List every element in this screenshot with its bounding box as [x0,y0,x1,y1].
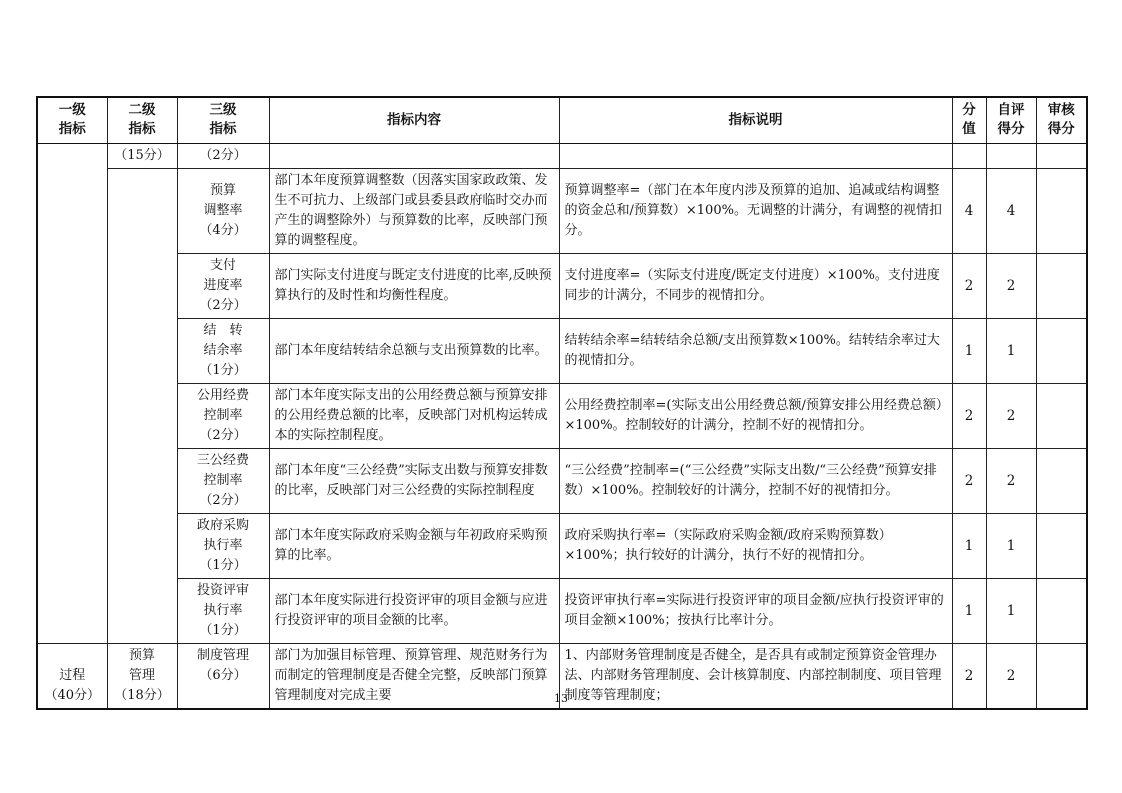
level2-cell-budget-management: 预算 管理 （18分） [107,643,177,709]
page-number: 13 [554,692,568,705]
description-cell: 支付进度率=（实际支付进度/既定支付进度）×100%。支付进度同步的计满分，不同步的视情扣分。 [559,253,952,318]
audit-score-cell [1036,448,1087,513]
level3-cell: 预算 调整率 （4分） [177,168,269,253]
content-cell: 部门本年度实际支出的公用经费总额与预算安排的公用经费总额的比率，反映部门对机构运转成本的实际控制程度。 [269,383,559,448]
score-cell: 2 [952,253,986,318]
table-row [37,318,1087,383]
header-level1: 一级 指标 [37,97,107,143]
self-score-cell-continued [986,143,1036,168]
description-cell: 1、内部财务管理制度是否健全，是否具有或制定预算资金管理办法、内部财务管理制度、会计核算制度、内部控制制度、项目管理制度等管理制度； [559,643,952,709]
self-score-cell: 2 [986,383,1036,448]
level2-cell-merged [107,168,177,643]
content-cell: 部门为加强目标管理、预算管理、规范财务行为而制定的管理制度是否健全完整，反映部门预算管理制度对完成主要 [269,643,559,709]
self-score-cell: 2 [986,643,1036,709]
header-description: 指标说明 [559,97,952,143]
table-row [37,383,1087,448]
description-cell: “三公经费”控制率=(“三公经费”实际支出数/“三公经费”预算安排数）×100%。控制较好的计满分，控制不好的视情扣分。 [559,448,952,513]
score-cell: 1 [952,578,986,643]
score-cell: 2 [952,643,986,709]
description-cell: 公用经费控制率=(实际支出公用经费总额/预算安排公用经费总额）×100%。控制较好的计满分，控制不好的视情扣分。 [559,383,952,448]
description-cell: 结转结余率=结转结余总额/支出预算数×100%。结转结余率过大的视情扣分。 [559,318,952,383]
description-cell: 投资评审执行率=实际进行投资评审的项目金额/应执行投资评审的项目金额×100%；按执行比率计分。 [559,578,952,643]
score-cell-continued [952,143,986,168]
performance-evaluation-table [36,96,1088,710]
table-row [37,513,1087,578]
level3-cell: 政府采购 执行率 （1分） [177,513,269,578]
level2-cell-continued: （15分） [107,143,177,168]
description-cell: 预算调整率=（部门在本年度内涉及预算的追加、追减或结构调整的资金总和/预算数）×100%。无调整的计满分，有调整的视情扣分。 [559,168,952,253]
header-self-score: 自评 得分 [986,97,1036,143]
self-score-cell: 1 [986,578,1036,643]
level3-cell-continued: （2分） [177,143,269,168]
audit-score-cell [1036,513,1087,578]
self-score-cell: 2 [986,448,1036,513]
content-cell: 部门本年度预算调整数（因落实国家政政策、发生不可抗力、上级部门或县委县政府临时交办而产生的调整除外）与预算数的比率，反映部门预算的调整程度。 [269,168,559,253]
content-cell: 部门本年度实际进行投资评审的项目金额与应进行投资评审的项目金额的比率。 [269,578,559,643]
content-cell: 部门本年度结转结余总额与支出预算数的比率。 [269,318,559,383]
score-cell: 1 [952,513,986,578]
content-cell: 部门实际支付进度与既定支付进度的比率,反映预算执行的及时性和均衡性程度。 [269,253,559,318]
score-cell: 2 [952,448,986,513]
score-cell: 4 [952,168,986,253]
audit-score-cell [1036,253,1087,318]
header-level2: 二级 指标 [107,97,177,143]
audit-score-cell [1036,318,1087,383]
audit-score-cell [1036,168,1087,253]
audit-score-cell [1036,383,1087,448]
audit-score-cell [1036,578,1087,643]
score-cell: 1 [952,318,986,383]
self-score-cell: 1 [986,318,1036,383]
content-cell: 部门本年度“三公经费”实际支出数与预算安排数的比率，反映部门对三公经费的实际控制程度 [269,448,559,513]
level1-cell-process: 过程 （40分） [37,643,107,709]
audit-score-cell-continued [1036,143,1087,168]
self-score-cell: 1 [986,513,1036,578]
self-score-cell: 2 [986,253,1036,318]
header-level3: 三级 指标 [177,97,269,143]
content-cell: 部门本年度实际政府采购金额与年初政府采购预算的比率。 [269,513,559,578]
continuation-row [37,143,1087,168]
level3-cell: 三公经费 控制率 （2分） [177,448,269,513]
table-row [37,448,1087,513]
level3-cell: 结 转 结余率 （1分） [177,318,269,383]
table-row [37,578,1087,643]
header-row [37,97,1087,143]
level3-cell: 制度管理 （6分） [177,643,269,709]
level3-cell: 支付 进度率 （2分） [177,253,269,318]
table-row [37,253,1087,318]
description-cell-continued [559,143,952,168]
level3-cell: 投资评审 执行率 （1分） [177,578,269,643]
header-score: 分 值 [952,97,986,143]
self-score-cell: 4 [986,168,1036,253]
description-cell: 政府采购执行率=（实际政府采购金额/政府采购预算数）×100%；执行较好的计满分，执行不好的视情扣分。 [559,513,952,578]
level3-cell: 公用经费 控制率 （2分） [177,383,269,448]
content-cell-continued [269,143,559,168]
table-row [37,168,1087,253]
score-cell: 2 [952,383,986,448]
level1-cell-continued [37,143,107,643]
header-audit-score: 审核 得分 [1036,97,1087,143]
header-content: 指标内容 [269,97,559,143]
